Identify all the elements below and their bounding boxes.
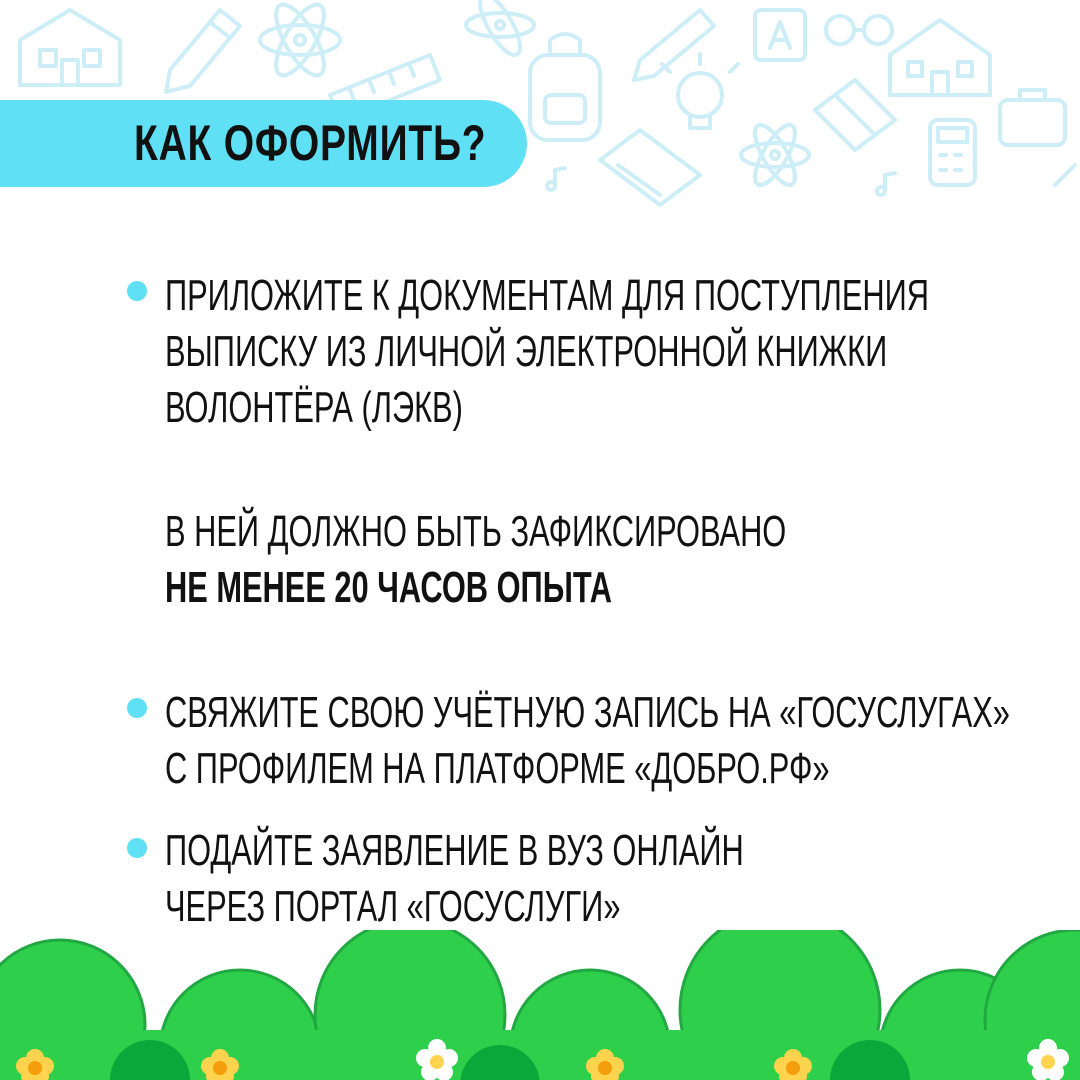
pencil-icon (634, 10, 714, 80)
step-1-note (165, 504, 786, 616)
atom-icon (260, 0, 340, 82)
music-note-icon (877, 173, 895, 195)
briefcase-icon (1000, 90, 1065, 145)
step-1-line-3: ВОЛОНТЁРА (ЛЭКВ) (165, 383, 463, 432)
step-1-line-2: ВЫПИСКУ ИЗ ЛИЧНОЙ ЭЛЕКТРОННОЙ КНИЖКИ (165, 327, 888, 376)
step-3-text (165, 823, 744, 935)
step-2-text (165, 685, 1010, 797)
school-building-icon (890, 20, 990, 95)
backpack-icon (530, 34, 600, 140)
book-icon (755, 10, 805, 60)
atom-icon (741, 120, 809, 191)
bullet-icon (127, 698, 147, 718)
calculator-icon (930, 120, 975, 185)
glasses-icon (826, 16, 892, 44)
bullet-icon (127, 281, 147, 301)
atom-icon (466, 0, 534, 60)
header-banner (0, 100, 527, 187)
school-building-icon (20, 10, 120, 85)
bushes-decoration (0, 930, 1080, 1080)
eraser-icon (815, 80, 895, 150)
music-note-icon (547, 168, 565, 190)
pencil-icon (1055, 165, 1075, 185)
lightbulb-icon (662, 54, 738, 128)
step-1-note-emphasis: НЕ МЕНЕЕ 20 ЧАСОВ ОПЫТА (165, 563, 612, 612)
step-1-note-line: В НЕЙ ДОЛЖНО БЫТЬ ЗАФИКСИРОВАНО (165, 507, 787, 556)
step-3-line-1: ПОДАЙТЕ ЗАЯВЛЕНИЕ В ВУЗ ОНЛАЙН (165, 826, 744, 875)
step-2-line-1: СВЯЖИТЕ СВОЮ УЧЁТНУЮ ЗАПИСЬ НА «ГОСУСЛУГАХ» (165, 688, 1010, 737)
page-title: КАК ОФОРМИТЬ? (134, 115, 487, 171)
step-1-text (165, 268, 929, 436)
bullet-icon (127, 838, 147, 858)
step-1-line-1: ПРИЛОЖИТЕ К ДОКУМЕНТАМ ДЛЯ ПОСТУПЛЕНИЯ (165, 271, 930, 320)
book-icon (600, 130, 700, 205)
pencil-icon (166, 10, 240, 92)
step-2-line-2: С ПРОФИЛЕМ НА ПЛАТФОРМЕ «ДОБРО.РФ» (165, 744, 830, 793)
step-3-line-2: ЧЕРЕЗ ПОРТАЛ «ГОСУСЛУГИ» (165, 882, 621, 931)
